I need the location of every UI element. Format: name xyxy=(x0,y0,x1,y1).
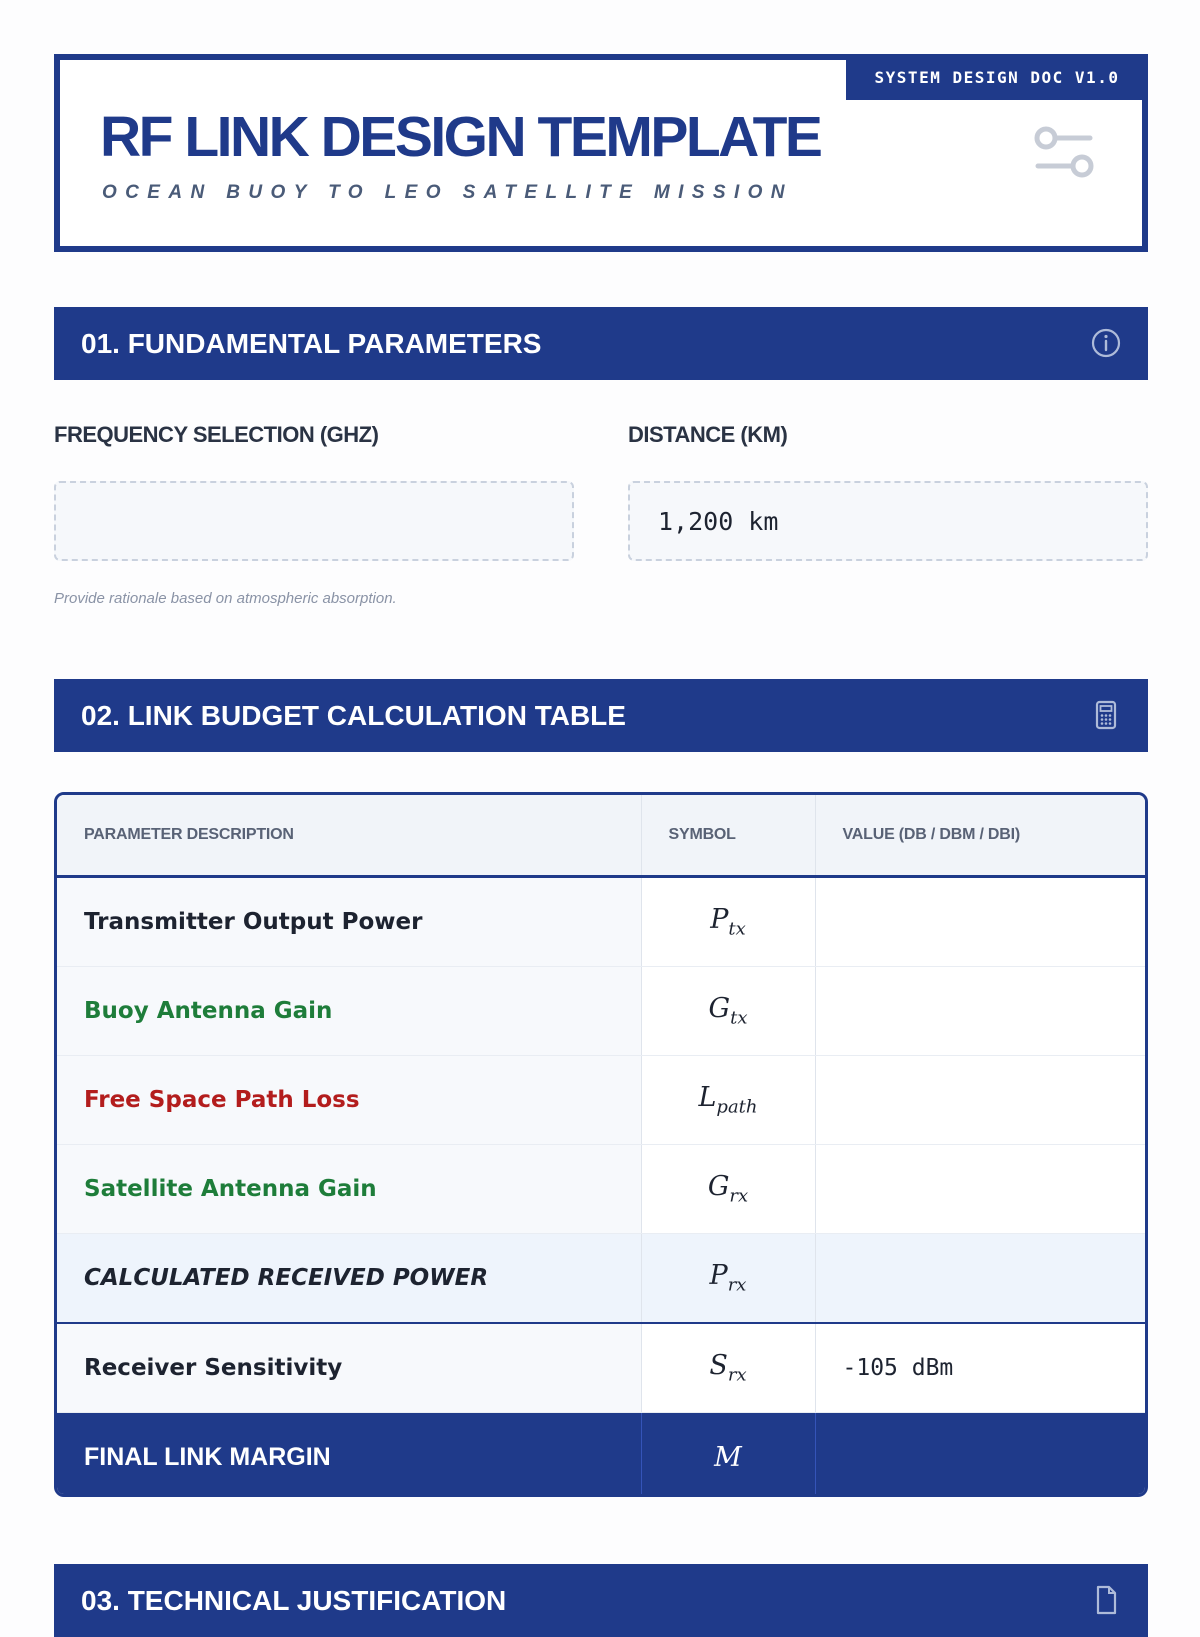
section-title: 03. TECHNICAL JUSTIFICATION xyxy=(81,1584,507,1616)
table-row xyxy=(57,1145,1145,1234)
distance-input[interactable]: 1,200 km xyxy=(628,481,1148,561)
symbol-subscript: path xyxy=(716,1096,758,1118)
parameter-symbol xyxy=(641,1056,815,1145)
column-header-symbol: SYMBOL xyxy=(641,795,815,877)
table-row xyxy=(57,1413,1145,1498)
link-budget-table xyxy=(54,792,1148,1497)
symbol-subscript: rx xyxy=(727,1274,747,1296)
symbol-main: P xyxy=(710,904,729,936)
symbol-main: G xyxy=(708,993,731,1025)
calculator-icon xyxy=(1090,699,1122,731)
table-row xyxy=(57,967,1145,1056)
parameter-value-cell[interactable] xyxy=(815,1413,1145,1498)
symbol-subscript: rx xyxy=(727,1364,747,1386)
document-title: RF LINK DESIGN TEMPLATE xyxy=(100,105,821,169)
symbol-main: M xyxy=(714,1441,742,1473)
table-row xyxy=(57,1323,1145,1413)
section-link-budget-header xyxy=(54,679,1148,752)
section-title: 02. LINK BUDGET CALCULATION TABLE xyxy=(81,699,626,731)
doc-version-tag: SYSTEM DESIGN DOC V1.0 xyxy=(846,54,1148,100)
document-icon xyxy=(1090,1584,1122,1616)
parameter-symbol xyxy=(641,1145,815,1234)
parameter-value-cell[interactable] xyxy=(815,967,1145,1056)
section-technical-justification-header xyxy=(54,1564,1148,1637)
table-row xyxy=(57,1234,1145,1324)
frequency-hint: Provide rationale based on atmospheric absorption. xyxy=(54,590,397,607)
parameter-description: Satellite Antenna Gain xyxy=(57,1145,641,1234)
table-header-row xyxy=(57,795,1145,877)
parameter-description: Free Space Path Loss xyxy=(57,1056,641,1145)
frequency-input[interactable] xyxy=(54,481,574,561)
parameter-symbol xyxy=(641,877,815,967)
parameter-description: FINAL LINK MARGIN xyxy=(57,1413,641,1498)
parameter-value-cell[interactable] xyxy=(815,1234,1145,1324)
frequency-label: FREQUENCY SELECTION (GHZ) xyxy=(54,422,379,447)
section-title: 01. FUNDAMENTAL PARAMETERS xyxy=(81,327,542,359)
document-subtitle: OCEAN BUOY TO LEO SATELLITE MISSION xyxy=(102,182,793,203)
parameter-description: Receiver Sensitivity xyxy=(57,1323,641,1413)
column-header-value: VALUE (DB / DBM / DBI) xyxy=(815,795,1145,877)
header-card xyxy=(54,54,1148,252)
parameter-description: Transmitter Output Power xyxy=(57,877,641,967)
distance-label: DISTANCE (KM) xyxy=(628,422,788,447)
symbol-subscript: tx xyxy=(728,918,746,940)
parameter-value-cell[interactable] xyxy=(815,1056,1145,1145)
symbol-main: P xyxy=(709,1260,728,1292)
column-header-description: PARAMETER DESCRIPTION xyxy=(57,795,641,877)
symbol-main: G xyxy=(707,1171,730,1203)
parameter-symbol xyxy=(641,1413,815,1498)
parameter-symbol xyxy=(641,967,815,1056)
parameter-value-cell[interactable] xyxy=(815,1145,1145,1234)
symbol-main: S xyxy=(709,1350,728,1382)
parameter-symbol xyxy=(641,1323,815,1413)
parameter-description: CALCULATED RECEIVED POWER xyxy=(57,1234,641,1324)
table-row xyxy=(57,877,1145,967)
symbol-subscript: tx xyxy=(730,1007,748,1029)
parameter-value-cell[interactable]: -105 dBm xyxy=(815,1323,1145,1413)
section-fundamental-parameters-header xyxy=(54,307,1148,380)
parameter-symbol xyxy=(641,1234,815,1324)
table-row xyxy=(57,1056,1145,1145)
parameter-value-cell[interactable] xyxy=(815,877,1145,967)
symbol-main: L xyxy=(698,1082,717,1114)
sliders-icon xyxy=(1032,120,1096,184)
parameter-description: Buoy Antenna Gain xyxy=(57,967,641,1056)
symbol-subscript: rx xyxy=(729,1185,749,1207)
info-icon xyxy=(1090,327,1122,359)
